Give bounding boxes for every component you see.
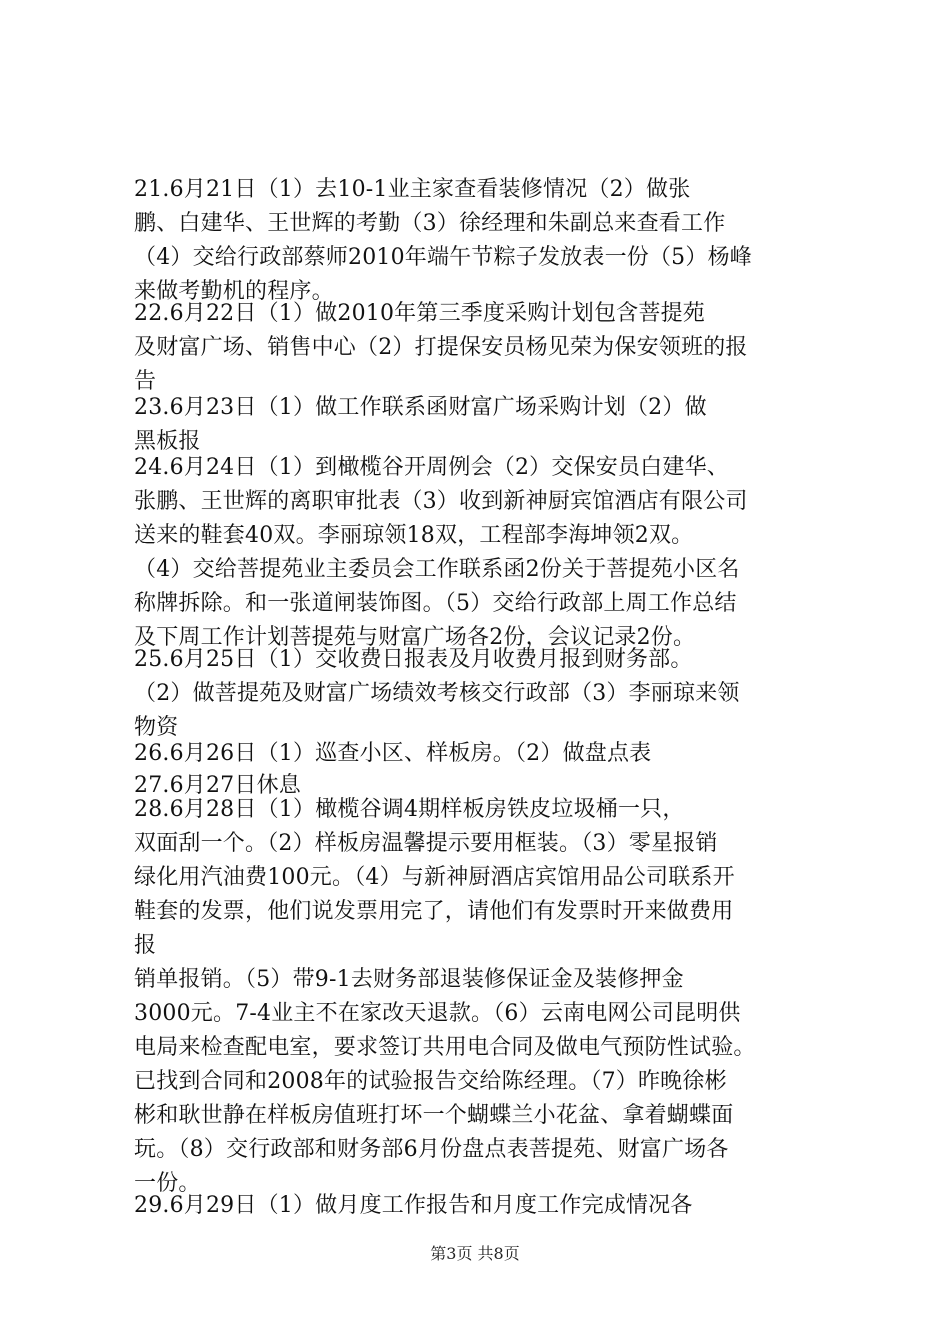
text-line: 黑板报	[134, 429, 201, 454]
text-line: 23.6月23日（1）做工作联系函财富广场采购计划（2）做	[134, 395, 707, 420]
text-line: 物资	[134, 715, 179, 740]
text-line: 来做考勤机的程序。	[134, 279, 334, 304]
text-line: 24.6月24日（1）到橄榄谷开周例会（2）交保安员白建华、	[134, 455, 729, 480]
text-line: 一份。	[134, 1171, 201, 1196]
text-line: 28.6月28日（1）橄榄谷调4期样板房铁皮垃圾桶一只，	[134, 797, 685, 822]
text-line: 22.6月22日（1）做2010年第三季度采购计划包含菩提苑	[134, 301, 705, 326]
text-line: （4）交给行政部蔡师2010年端午节粽子发放表一份（5）杨峰	[134, 245, 752, 270]
text-line: 26.6月26日（1）巡查小区、样板房。（2）做盘点表	[134, 741, 652, 766]
text-line: 21.6月21日（1）去10-1业主家查看装修情况（2）做张	[134, 177, 691, 202]
text-line: 双面刮一个。（2）样板房温馨提示要用框装。（3）零星报销	[134, 831, 718, 856]
text-line: 告	[134, 369, 157, 394]
text-line: 29.6月29日（1）做月度工作报告和月度工作完成情况各	[134, 1193, 693, 1218]
text-line: 张鹏、王世辉的离职审批表（3）收到新神厨宾馆酒店有限公司	[134, 489, 748, 514]
text-line: 25.6月25日（1）交收费日报表及月收费月报到财务部。	[134, 647, 693, 672]
text-line: 称牌拆除。和一张道闸装饰图。（5）交给行政部上周工作总结	[134, 591, 737, 616]
text-line: 电局来检查配电室，要求签订共用电合同及做电气预防性试验。	[134, 1035, 756, 1060]
text-line: 送来的鞋套40双。李丽琼领18双，工程部李海坤领2双。	[134, 523, 694, 548]
text-line: （2）做菩提苑及财富广场绩效考核交行政部（3）李丽琼来领	[134, 681, 740, 706]
page-number-footer: 第3页 共8页	[430, 1244, 520, 1263]
text-line: 绿化用汽油费100元。（4）与新神厨酒店宾馆用品公司联系开	[134, 865, 735, 890]
text-line: 27.6月27日休息	[134, 773, 301, 798]
text-line: （4）交给菩提苑业主委员会工作联系函2份关于菩提苑小区名	[134, 557, 740, 582]
text-line: 鞋套的发票，他们说发票用完了，请他们有发票时开来做费用	[134, 899, 734, 924]
text-line: 及财富广场、销售中心（2）打提保安员杨见荣为保安领班的报	[134, 335, 748, 360]
text-line: 已找到合同和2008年的试验报告交给陈经理。（7）昨晚徐彬	[134, 1069, 727, 1094]
text-line: 玩。（8）交行政部和财务部6月份盘点表菩提苑、财富广场各	[134, 1137, 729, 1162]
text-line: 鹏、白建华、王世辉的考勤（3）徐经理和朱副总来查看工作	[134, 211, 726, 236]
text-line: 报	[134, 933, 157, 958]
text-line: 及下周工作计划菩提苑与财富广场各2份，会议记录2份。	[134, 625, 696, 650]
text-line: 3000元。7-4业主不在家改天退款。（6）云南电网公司昆明供	[134, 1001, 741, 1026]
text-line: 销单报销。（5）带9-1去财务部退装修保证金及装修押金	[134, 967, 684, 992]
text-line: 彬和耿世静在样板房值班打坏一个蝴蝶兰小花盆、拿着蝴蝶面	[134, 1103, 734, 1128]
